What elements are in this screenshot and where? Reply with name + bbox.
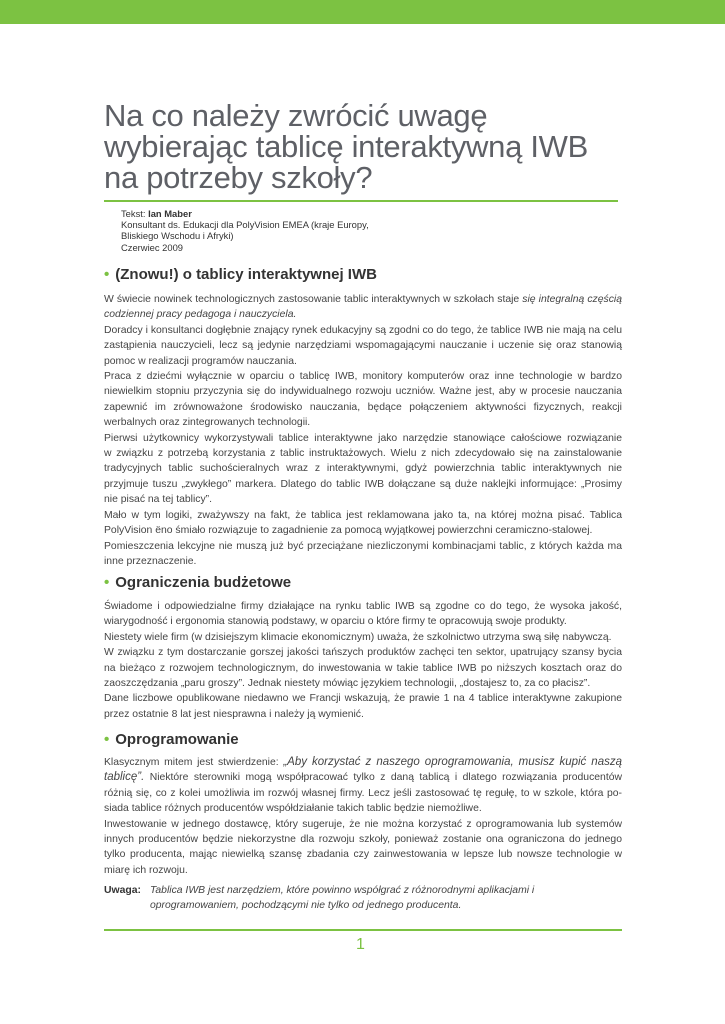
body-line: przyjmuje tuszu „zwykłego” markera. Dlatego do tablic IWB dołączane są duże naklejki informujące: „Prosimy xyxy=(104,478,622,490)
note-line: Tablica IWB jest narzędziem, które powinno współgrać z różnorodnymi aplikacjami i xyxy=(150,885,535,896)
body-line: Klasycznym mitem jest stwierdzenie: „Aby korzystać z naszego oprogramowania, musisz kupić naszą xyxy=(104,756,622,768)
title-line: Na co należy zwrócić uwagę xyxy=(104,98,488,133)
bullet-icon: • xyxy=(104,731,110,748)
body-line: PolyVision ëno śmiało rozwiązuje to zagadnienie za pomocą wyjątkowej powierzchni ceramiczno-stalowej. xyxy=(104,525,593,537)
body-line: tradycyjnych tablic suchościeralnych wraz z interaktywnymi, gdyż powierzchnia tablic interaktywnych nie xyxy=(104,463,622,475)
body-line: W związku z tym dostarczanie gorszej jakości tańszych produktów zachęci ten sektor, upatrujący szansy bycia xyxy=(104,647,622,659)
body-line: miarę ich rozwoju. xyxy=(104,864,188,876)
body-line: niewielkim stopniu przyczynia się do indywidualnego rozwoju uczniów. Ważne jest, aby w procesie nauczania xyxy=(104,386,622,398)
body-line: innych producentów będzie niekorzystne dla rozwoju szkoły, ponieważ zostanie ona ograniczona do jednego xyxy=(104,834,622,846)
author-line: Konsultant ds. Edukacji dla PolyVision EMEA (kraje Europy, xyxy=(121,219,369,231)
body-line: Inwestowanie w jednego dostawcę, który sugeruje, że nie można korzystać z oprogramowania lub systemów xyxy=(104,818,622,830)
body-line: Mało w tym logiki, zważywszy na fakt, że tablica jest reklamowana jako ta, na której można pisać. Tablica xyxy=(104,509,622,521)
note-line: oprogramowaniem, pochodzącymi nie tylko od jednego producenta. xyxy=(150,900,462,912)
section-body xyxy=(104,599,622,722)
body-line: zastąpienia nauczycieli, lecz są jedynie narzędziami wspomagającymi nauczanie i uczenie się oraz stanowią xyxy=(104,340,622,352)
body-line: w związku z potrzebą korzystania z tablic instruktażowych. Wielu z nich zdecydowało się na zainstalowanie xyxy=(104,448,622,460)
author-name: Ian Maber xyxy=(148,208,192,219)
body-line: nie pisać na tej tablicy”. xyxy=(104,494,213,506)
body-line: różnią się, co z kolei umożliwia im rozwój własnej firmy. Lecz jeśli zastosować tę regułę, to w szkole, która po- xyxy=(104,787,622,799)
section-heading: • Ograniczenia budżetowe xyxy=(104,574,292,591)
body-line: na bieżąco z rozwojem technologicznym, do inwestowania w takie tablice IWB po niższych kosztach oraz do xyxy=(104,662,622,674)
body-line: W świecie nowinek technologicznych zastosowanie tablic interaktywnych w szkołach staje się integralną częścią xyxy=(104,294,622,305)
title-divider xyxy=(104,200,618,202)
body-line: Praca z dziećmi wyłącznie w oparciu o tablicę IWB, monitory komputerów oraz inne technologie w bardzo xyxy=(104,371,622,383)
bullet-icon: • xyxy=(104,266,110,283)
section-body xyxy=(104,292,622,569)
body-line: Pierwsi użytkownicy wykorzystywali tablice interaktywne jako narzędzie stanowiące całościowe rozwiązanie xyxy=(104,432,622,444)
author-label: Tekst: xyxy=(121,208,149,219)
body-line: Dane liczbowe opublikowane niedawno we Francji wskazują, że prawie 1 na 4 tablice interaktywne zakupione xyxy=(104,693,622,705)
body-line: Niestety wiele firm (w dzisiejszym klimacie ekonomicznym) uważa, że szkolnictwo utrzyma swą siłę nabywczą. xyxy=(104,631,612,643)
body-line: codziennej pracy pedagoga i nauczyciela. xyxy=(104,309,297,321)
section-heading: • (Znowu!) o tablicy interaktywnej IWB xyxy=(104,266,377,283)
body-line: zapewnić im zrównoważone środowisko nauczania, będące połączeniem aktywności fizycznych, reakcji xyxy=(104,401,622,413)
title-line: na potrzeby szkoły? xyxy=(104,160,373,195)
body-line: siada tablice różnych producentów współdziałanie takich tablic będzie niemożliwe. xyxy=(104,803,482,815)
body-line: pomoc w realizacji programów nauczania. xyxy=(104,355,297,367)
body-line: tylko producenta, mając niewielką szansę zbadania czy zainwestowania w lepsze lub nowsze technologie w xyxy=(104,849,622,861)
body-line: zaoszczędzania „paru groszy”. Jednak niestety mówiąc językiem technologii, „dostajesz to, za co płacisz”. xyxy=(104,678,591,690)
author-block xyxy=(121,208,369,253)
body-line: tablicę”. Niektóre sterowniki mogą współpracować tylko z daną tablicą i dlatego rozwiązania producentów xyxy=(104,771,622,784)
note-label: Uwaga: xyxy=(104,885,141,896)
body-line: Świadome i odpowiedzialne firmy działające na rynku tablic IWB są zgodne co do tego, że wysoka jakość, xyxy=(104,601,622,612)
body-line: wiarygodność i ergonomia stanowią podstawy, w oparciu o które firmy te opracowują swoje produkty. xyxy=(104,616,567,628)
body-line: Doradcy i konsultanci dogłębnie znający rynek edukacyjny są zgodni co do tego, że tablice IWB nie mają na celu xyxy=(104,324,622,336)
body-line: przez ostatnie 8 lat jest niesprawna i należy ją wymienić. xyxy=(104,708,364,720)
body-line: werbalnych oraz zintegrowanych technologii. xyxy=(104,417,311,429)
page-number: 1 xyxy=(356,936,365,953)
author-line: Bliskiego Wschodu i Afryki) xyxy=(121,230,234,242)
section-heading: • Oprogramowanie xyxy=(104,731,239,748)
top-green-bar xyxy=(0,0,725,24)
page-title xyxy=(104,100,624,193)
body-line: Pomieszczenia lekcyjne nie muszą już być przeciążane niezliczonymi kombinacjami tablic, z których każda ma xyxy=(104,540,622,552)
section-body xyxy=(104,755,622,878)
author-line: Czerwiec 2009 xyxy=(121,241,184,253)
bullet-icon: • xyxy=(104,574,110,591)
body-line: inne przeznaczenie. xyxy=(104,555,197,567)
footer-divider xyxy=(104,929,622,931)
title-line: wybierając tablicę interaktywną IWB xyxy=(104,129,588,164)
